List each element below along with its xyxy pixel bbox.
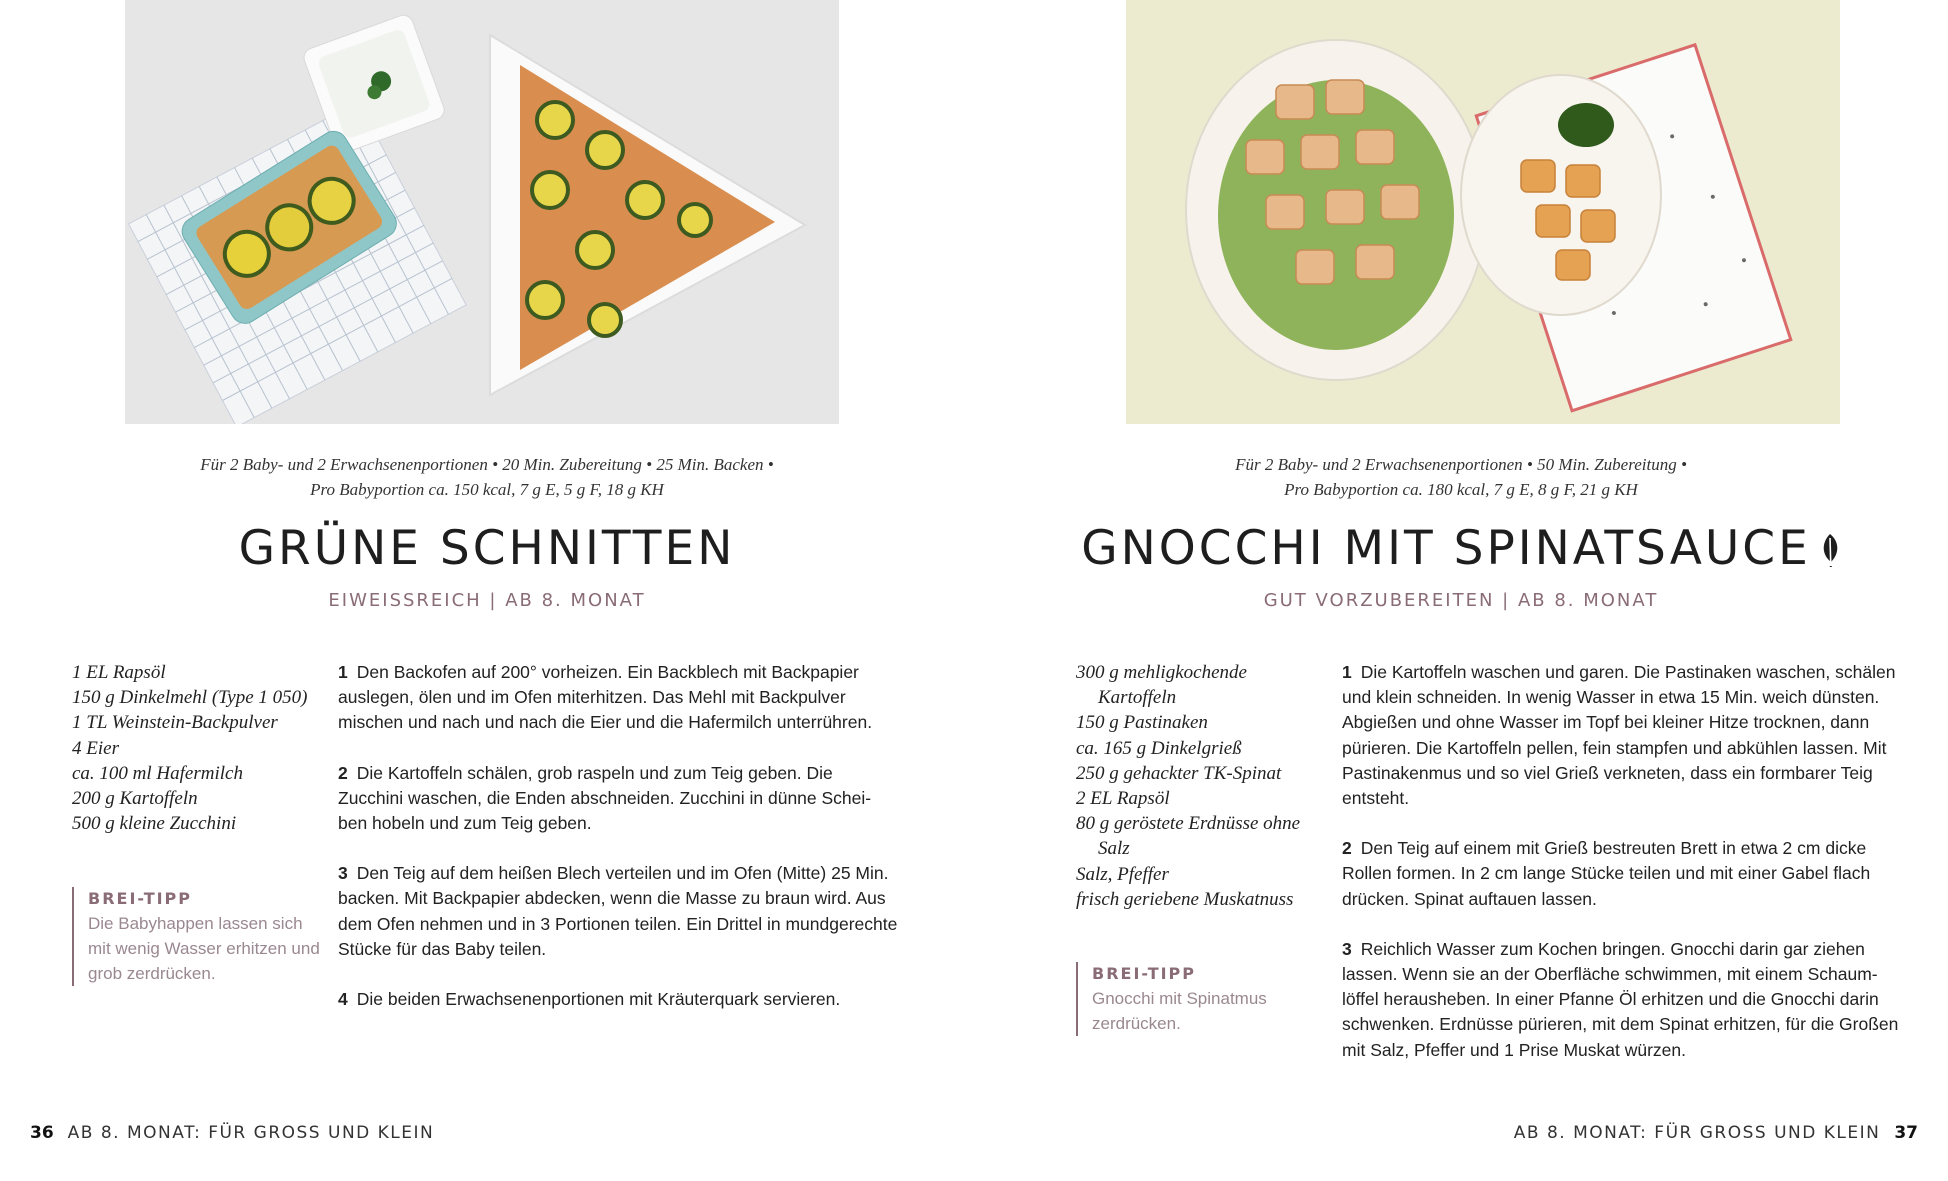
brei-tipp xyxy=(1076,962,1326,1036)
step-number: 2 xyxy=(1342,838,1352,859)
ingredient-item: Salz, Pfeffer xyxy=(1076,863,1169,885)
step-number: 1 xyxy=(1342,662,1352,682)
step-list xyxy=(1342,660,1902,1088)
meta-line-2: Pro Babyportion ca. 150 kcal, 7 g E, 5 g F, 18 g KH xyxy=(310,480,664,499)
recipe-title: GRÜNE SCHNITTEN xyxy=(238,521,736,576)
ingredient-item: ca. 165 g Dinkelgrieß xyxy=(1076,737,1242,759)
step-text: Den Backofen auf 200° vorheizen. Ein Backblech mit Backpapier auslegen, ölen und im Ofen miterhitzen. Das Mehl mit Backpulver mischen und nach und nach die Eier und die Hafermilch unterrühren. xyxy=(338,662,873,733)
meta-line-1: Für 2 Baby- und 2 Erwachsenenportionen • 50 Min. Zubereitung • xyxy=(1235,455,1687,474)
photo-illustration xyxy=(125,0,839,424)
step-item xyxy=(338,761,898,837)
ingredient-list xyxy=(72,660,322,836)
recipe-subtitle: GUT VORZUBEREITEN | AB 8. MONAT xyxy=(1263,590,1659,611)
step-item xyxy=(1342,937,1902,1063)
ingredient-item: 250 g gehackter TK-Spinat xyxy=(1076,762,1282,784)
step-number: 3 xyxy=(1342,938,1352,959)
tip-text: Die Babyhappen lassen sich mit wenig Wasser erhitzen und grob zerdrücken. xyxy=(88,914,320,983)
step-item xyxy=(338,861,898,962)
ingredient-item: 1 EL Rapsöl xyxy=(72,662,166,683)
ingredient-item: 300 g mehligkochende Kartoffeln xyxy=(1076,662,1247,709)
running-head: AB 8. MONAT: FÜR GROSS UND KLEIN xyxy=(1513,1123,1881,1143)
running-head: AB 8. MONAT: FÜR GROSS UND KLEIN xyxy=(67,1123,435,1143)
step-item xyxy=(338,987,898,1012)
step-number: 4 xyxy=(338,989,348,1010)
step-number: 2 xyxy=(338,762,348,783)
step-text: Die beiden Erwachsenenportionen mit Kräuterquark servieren. xyxy=(356,989,841,1010)
tip-heading: BREI-TIPP xyxy=(88,889,193,908)
page-footer xyxy=(30,1120,434,1146)
meta-line-2: Pro Babyportion ca. 180 kcal, 7 g E, 8 g F, 21 g KH xyxy=(1284,480,1638,499)
step-text: Die Kartoffeln waschen und garen. Die Pastinaken waschen, schälen und klein schneiden. In wenig Wasser in etwa 15 Min. weich dünsten. Abgießen und ohne Wasser im Topf bei kleiner Hitze trocknen, dann pürieren. Die Kartoffeln pellen, fein stampfen und abkühlen lassen. Mit Pastinakenmus und so viel Grieß verkneten, dass ein formbarer Teig entsteht. xyxy=(1342,662,1896,809)
page-number: 37 xyxy=(1894,1123,1918,1143)
tip-heading: BREI-TIPP xyxy=(1092,964,1197,983)
leaf-icon xyxy=(1819,523,1841,581)
recipe-title xyxy=(974,520,1948,581)
ingredient-item: 200 g Kartoffeln xyxy=(72,788,198,810)
tip-text: Gnocchi mit Spinatmus zerdrücken. xyxy=(1092,989,1267,1033)
step-item xyxy=(1342,836,1902,912)
photo-illustration xyxy=(1126,0,1840,424)
recipe-title-text: GNOCCHI MIT SPINATSAUCE xyxy=(1081,521,1811,576)
brei-tipp xyxy=(72,887,322,986)
ingredient-list xyxy=(1076,660,1326,912)
ingredient-item: 150 g Dinkelmehl (Type 1 050) xyxy=(72,687,308,709)
step-text: Den Teig auf dem heißen Blech verteilen und im Ofen (Mitte) 25 Min. backen. Mit Backpapier abdecken, wenn die Masse zu braun wird. Aus dem Ofen nehmen und in 3 Portionen teilen. Ein Drittel in mundgerechte Stücke für das Baby teilen. xyxy=(338,863,898,959)
recipe-meta xyxy=(0,452,974,502)
ingredient-item: frisch geriebene Muskatnuss xyxy=(1076,888,1294,910)
step-text: Den Teig auf einem mit Grieß bestreuten Brett in etwa 2 cm dicke Rollen formen. In 2 cm lange Stücke teilen und mit einer Gabel flach drücken. Spinat auftauen lassen. xyxy=(1342,838,1871,909)
recipe-subtitle: EIWEISSREICH | AB 8. MONAT xyxy=(328,590,646,611)
ingredient-item: 150 g Pastinaken xyxy=(1076,712,1208,734)
step-text: Die Kartoffeln schälen, grob raspeln und zum Teig geben. Die Zucchini waschen, die Enden abschneiden. Zucchini in dünne Schei-ben hobeln und zum Teig geben. xyxy=(338,762,872,834)
ingredient-item: 80 g geröstete Erdnüsse ohne Salz xyxy=(1076,813,1301,860)
recipe-photo-gnocchi xyxy=(1126,0,1840,424)
page-footer xyxy=(1514,1120,1918,1146)
right-page xyxy=(974,0,1948,1181)
step-number: 1 xyxy=(338,662,348,682)
step-item xyxy=(1342,660,1902,811)
step-text: Reichlich Wasser zum Kochen bringen. Gnocchi darin gar ziehen lassen. Wenn sie an der Oberfläche schwimmen, mit einem Schaum-löffel herausheben. In einer Pfanne Öl erhitzen und die Gnocchi darin schwenken. Erdnüsse pürieren, mit dem Spinat erhitzen, für die Großen mit Salz, Pfeffer und 1 Prise Muskat würzen. xyxy=(1342,938,1899,1060)
step-item xyxy=(338,660,898,736)
ingredient-item: 500 g kleine Zucchini xyxy=(72,813,237,835)
page-number: 36 xyxy=(30,1123,54,1143)
ingredient-item: 2 EL Rapsöl xyxy=(1076,788,1170,810)
meta-line-1: Für 2 Baby- und 2 Erwachsenenportionen • 20 Min. Zubereitung • 25 Min. Backen • xyxy=(200,455,774,474)
recipe-photo-gruene-schnitten xyxy=(125,0,839,424)
ingredient-item: 1 TL Weinstein-Backpulver xyxy=(72,712,278,734)
ingredient-item: 4 Eier xyxy=(72,737,119,759)
step-list xyxy=(338,660,898,1037)
recipe-meta xyxy=(974,452,1948,502)
ingredient-item: ca. 100 ml Hafermilch xyxy=(72,762,243,784)
step-number: 3 xyxy=(338,863,348,884)
